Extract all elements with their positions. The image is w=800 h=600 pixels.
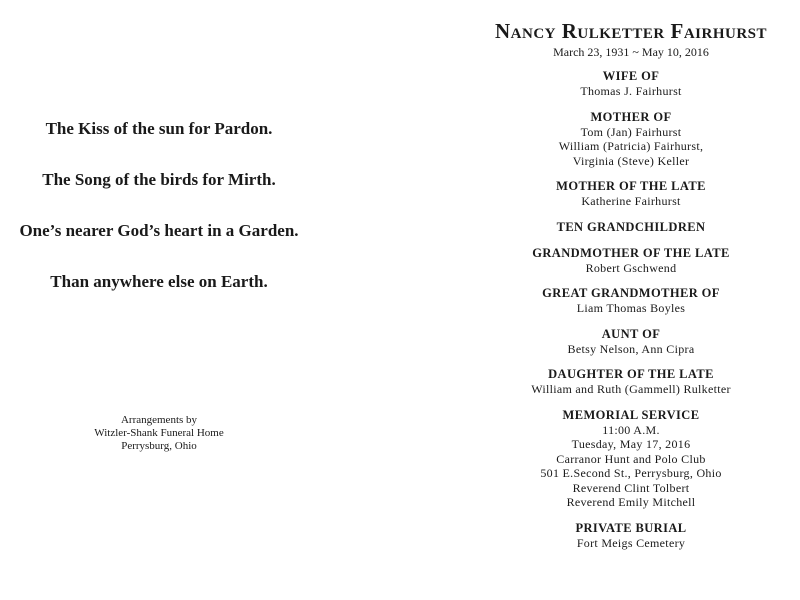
section-heading: MOTHER OF THE LATE xyxy=(556,179,706,193)
funeral-home-location: Perrysburg, Ohio xyxy=(121,440,197,452)
section-heading: WIFE OF xyxy=(602,69,660,83)
section-mother-of xyxy=(462,110,800,169)
section-line: Virginia (Steve) Keller xyxy=(572,153,690,168)
arrangements-line: Arrangements by xyxy=(120,414,198,426)
section-line: Fort Meigs Cemetery xyxy=(576,535,686,550)
arrangements-note xyxy=(0,414,318,453)
section-line: 501 E.Second St., Perrysburg, Ohio xyxy=(540,466,722,480)
section-line: William and Ruth (Gammell) Rulketter xyxy=(531,382,731,396)
section-private-burial xyxy=(462,521,800,551)
section-heading: GRANDMOTHER OF THE LATE xyxy=(532,245,730,260)
section-wife-of xyxy=(462,69,800,99)
deceased-name: Nancy Rulketter Fairhurst xyxy=(494,19,768,43)
section-heading: MEMORIAL SERVICE xyxy=(562,407,700,422)
section-heading: MOTHER OF xyxy=(590,109,672,124)
section-heading: DAUGHTER OF THE LATE xyxy=(548,367,714,381)
section-heading: PRIVATE BURIAL xyxy=(575,520,687,535)
section-great-grandmother-of xyxy=(462,286,800,316)
section-heading: AUNT OF xyxy=(601,326,661,341)
section-line: William (Patricia) Fairhurst, xyxy=(558,139,704,153)
section-aunt-of xyxy=(462,327,800,357)
right-panel xyxy=(462,0,800,600)
section-heading: TEN GRANDCHILDREN xyxy=(556,219,706,234)
section-line: 11:00 A.M. xyxy=(602,422,660,437)
section-line: Reverend Clint Tolbert xyxy=(572,480,690,495)
section-line: Liam Thomas Boyles xyxy=(576,301,686,315)
left-panel xyxy=(0,0,318,600)
section-daughter-of-the-late xyxy=(462,367,800,397)
section-grandmother-of-the-late xyxy=(462,246,800,276)
funeral-home-name: Witzler-Shank Funeral Home xyxy=(94,427,224,439)
section-line: Katherine Fairhurst xyxy=(581,194,681,208)
section-memorial-service xyxy=(462,408,800,510)
poem-line: The Kiss of the sun for Pardon. xyxy=(45,119,273,138)
section-ten-grandchildren xyxy=(462,220,800,235)
poem xyxy=(0,118,318,322)
obituary-sections xyxy=(462,69,800,561)
poem-line: The Song of the birds for Mirth. xyxy=(42,170,276,189)
section-line: Carranor Hunt and Polo Club xyxy=(556,451,706,466)
section-line: Thomas J. Fairhurst xyxy=(580,84,682,98)
poem-line: One’s nearer God’s heart in a Garden. xyxy=(19,221,299,240)
section-line: Reverend Emily Mitchell xyxy=(566,495,696,509)
section-line: Tuesday, May 17, 2016 xyxy=(571,437,691,451)
section-heading: GREAT GRANDMOTHER OF xyxy=(542,286,720,300)
section-mother-of-the-late xyxy=(462,179,800,209)
life-dates: March 23, 1931 ~ May 10, 2016 xyxy=(553,45,709,59)
section-line: Betsy Nelson, Ann Cipra xyxy=(567,341,695,356)
section-line: Tom (Jan) Fairhurst xyxy=(580,124,682,139)
poem-line: Than anywhere else on Earth. xyxy=(50,272,268,291)
section-line: Robert Gschwend xyxy=(585,260,677,275)
